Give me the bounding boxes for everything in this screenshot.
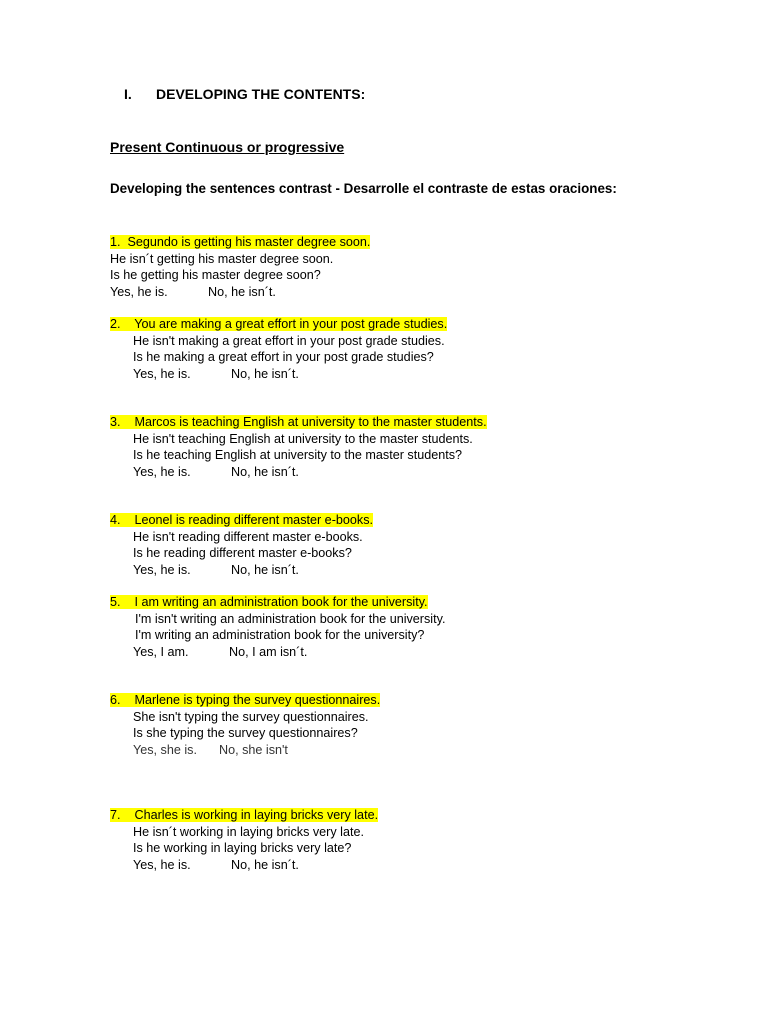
item-question: Is he getting his master degree soon? <box>110 268 321 282</box>
item-negative: He isn´t getting his master degree soon. <box>110 251 334 266</box>
item-short-no: No, he isn´t. <box>231 562 299 577</box>
item-question: Is he making a great effort in your post grade studies? <box>133 350 434 364</box>
exercise-item-1 <box>110 234 370 300</box>
item-short-yes: Yes, he is. <box>133 464 191 479</box>
item-question: Is he working in laying bricks very late? <box>133 841 352 855</box>
exercise-item-5 <box>110 594 445 660</box>
item-short-yes: Yes, she is. <box>133 742 197 757</box>
item-question: I'm writing an administration book for the university? <box>135 628 425 642</box>
item-question: Is he teaching English at university to the master students? <box>133 448 463 462</box>
item-prompt: 3. Marcos is teaching English at university to the master students. <box>110 415 487 429</box>
exercise-item-4 <box>110 512 373 578</box>
item-prompt: 4. Leonel is reading different master e-books. <box>110 513 373 527</box>
item-negative: He isn't reading different master e-books. <box>133 529 363 544</box>
item-prompt: 2. You are making a great effort in your post grade studies. <box>110 317 448 331</box>
exercise-item-2 <box>110 316 447 382</box>
item-short-yes: Yes, I am. <box>133 644 189 659</box>
exercise-item-7 <box>110 807 378 873</box>
section-heading <box>124 86 365 102</box>
item-short-yes: Yes, he is. <box>133 366 191 381</box>
item-negative: He isn´t working in laying bricks very late. <box>133 824 364 839</box>
topic-subtitle: Present Continuous or progressive <box>110 139 345 155</box>
item-short-no: No, she isn't <box>219 742 288 757</box>
exercise-item-6 <box>110 692 380 758</box>
item-question: Is she typing the survey questionnaires? <box>133 726 358 740</box>
item-prompt: 7. Charles is working in laying bricks very late. <box>110 808 379 822</box>
item-short-yes: Yes, he is. <box>110 284 168 299</box>
item-negative: He isn't making a great effort in your post grade studies. <box>133 333 445 348</box>
exercise-item-3 <box>110 414 487 480</box>
item-short-yes: Yes, he is. <box>133 562 191 577</box>
item-negative: She isn't typing the survey questionnaires. <box>133 709 369 724</box>
exercise-instruction: Developing the sentences contrast - Desarrolle el contraste de estas oraciones: <box>110 181 617 196</box>
item-prompt: 1. Segundo is getting his master degree soon. <box>110 235 371 249</box>
item-question: Is he reading different master e-books? <box>133 546 352 560</box>
section-number: I. <box>124 86 132 102</box>
section-title: DEVELOPING THE CONTENTS: <box>156 86 366 102</box>
item-short-no: No, I am isn´t. <box>229 644 308 659</box>
item-short-no: No, he isn´t. <box>231 857 299 872</box>
item-negative: I'm isn't writing an administration book for the university. <box>135 611 446 626</box>
item-short-no: No, he isn´t. <box>208 284 276 299</box>
item-prompt: 6. Marlene is typing the survey questionnaires. <box>110 693 381 707</box>
item-short-no: No, he isn´t. <box>231 366 299 381</box>
item-short-yes: Yes, he is. <box>133 857 191 872</box>
item-prompt: 5. I am writing an administration book for the university. <box>110 595 428 609</box>
item-negative: He isn't teaching English at university to the master students. <box>133 431 473 446</box>
item-short-no: No, he isn´t. <box>231 464 299 479</box>
